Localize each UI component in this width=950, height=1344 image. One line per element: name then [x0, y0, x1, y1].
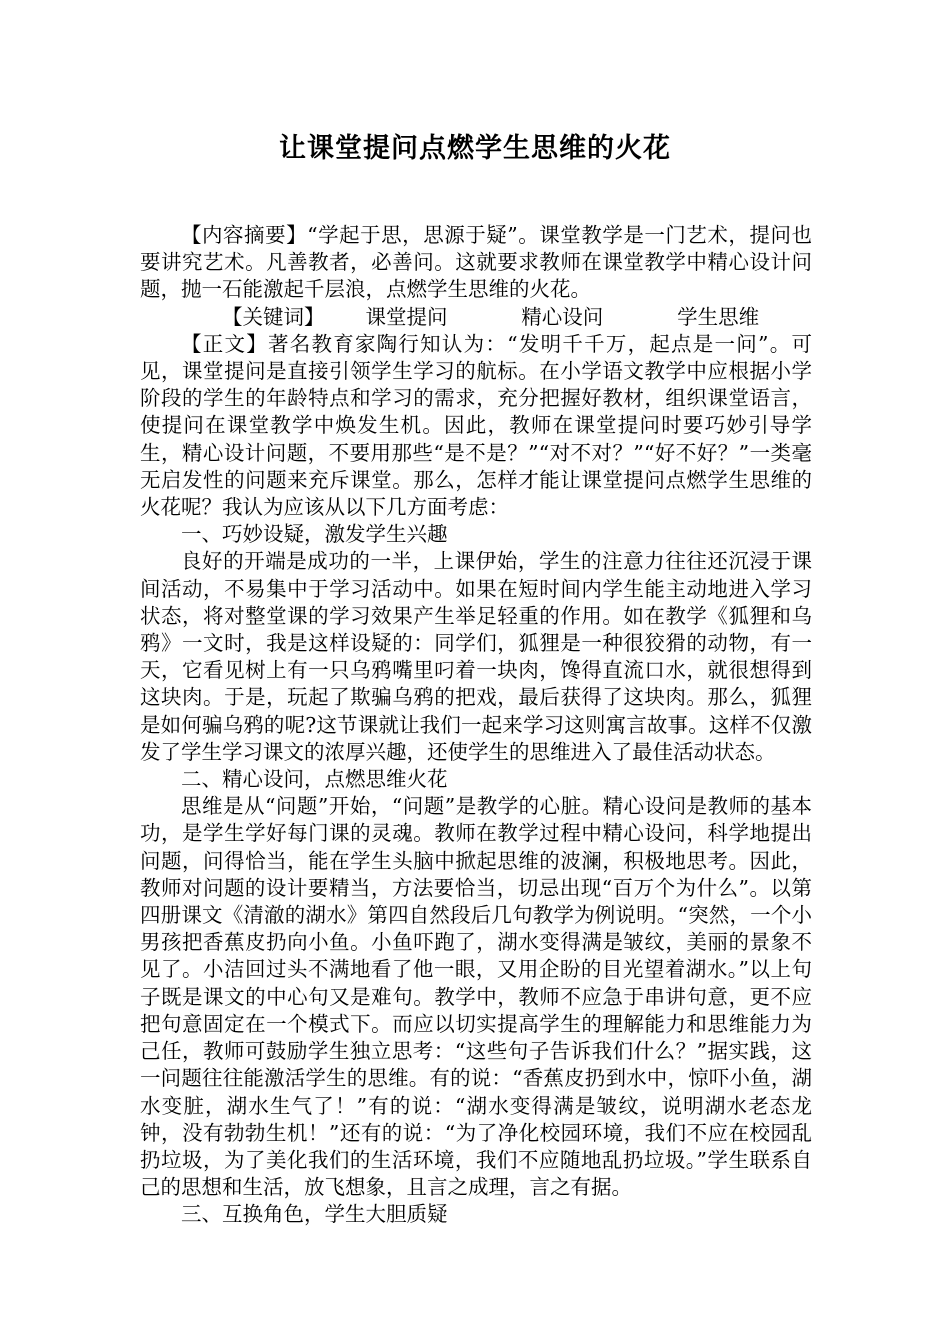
keyword-item: 课堂提问 — [365, 304, 448, 329]
keyword-item: 精心设问 — [521, 304, 604, 329]
section-paragraph: 良好的开端是成功的一半，上课伊始，学生的注意力往往还沉浸于课间活动，不易集中于学习活动中。如果在短时间内学生能主动地进入学习状态，将对整堂课的学习效果产生举足轻重的作用。如在教学《狐狸和乌鸦》一文时，我是这样设疑的：同学们，狐狸是一种很狡猾的动物，有一天，它看见树上有一只乌鸦嘴里叼着一块肉，馋得直流口水，就很想得到这块肉。于是，玩起了欺骗乌鸦的把戏，最后获得了这块肉。那么，狐狸是如何骗乌鸦的呢?这节课就让我们一起来学习这则寓言故事。这样不仅激发了学生学习课文的浓厚兴趣，还使学生的思维进入了最佳活动状态。 — [140, 549, 812, 764]
section-heading: 二、精心设问，点燃思维火花 — [181, 767, 448, 792]
section-paragraph: 思维是从“问题”开始，“问题”是教学的心脏。精心设问是教师的基本功，是学生学好每门课的灵魂。教师在教学过程中精心设问，科学地提出问题，问得恰当，能在学生头脑中掀起思维的波澜，积极地思考。因此，教师对问题的设计要精当，方法要恰当，切忌出现“百万个为什么”。以第四册课文《清澈的湖水》第四自然段后几句教学为例说明。“突然，一个小男孩把香蕉皮扔向小鱼。小鱼吓跑了，湖水变得满是皱纹，美丽的景象不见了。小洁回过头不满地看了他一眼，又用企盼的目光望着湖水。”以上句子既是课文的中心句又是难句。教学中，教师不应急于串讲句意，更不应把句意固定在一个模式下。而应以切实提高学生的理解能力和思维能力为己任，教师可鼓励学生独立思考：“这些句子告诉我们什么？”据实践，这一问题往往能激活学生的思维。有的说：“香蕉皮扔到水中，惊吓小鱼，湖水变脏，湖水生气了！”有的说：“湖水变得满是皱纹，说明湖水老态龙钟，没有勃勃生机！”还有的说：“为了净化校园环境，我们不应在校园乱扔垃圾，为了美化我们的生活环境，我们不应随地乱扔垃圾。”学生联系自己的思想和生活，放飞想象，且言之成理，言之有据。 — [140, 794, 812, 1200]
document-body — [140, 222, 812, 1229]
abstract-paragraph: 【内容摘要】“学起于思，思源于疑”。课堂教学是一门艺术，提问也要讲究艺术。凡善教者，必善问。这就要求教师在课堂教学中精心设计问题，抛一石能激起千层浪，点燃学生思维的火花。 — [140, 223, 812, 302]
section-heading: 三、互换角色，学生大胆质疑 — [181, 1202, 448, 1227]
keywords-paragraph — [140, 304, 812, 331]
section-heading: 一、巧妙设疑，激发学生兴趣 — [181, 522, 448, 547]
keyword-item: 学生思维 — [677, 304, 760, 329]
keywords-label: 【关键词】 — [222, 304, 325, 329]
page-title: 让课堂提问点燃学生思维的火花 — [279, 133, 671, 164]
intro-paragraph: 【正文】著名教育家陶行知认为：“发明千千万，起点是一问”。可见，课堂提问是直接引领学生学习的航标。在小学语文教学中应根据小学阶段的学生的年龄特点和学习的需求，充分把握好教材，组织课堂语言，使提问在课堂教学中焕发生机。因此，教师在课堂提问时要巧妙引导学生，精心设计问题，不要用那些“是不是？”“对不对？”“好不好？”一类毫无启发性的问题来充斥课堂。那么，怎样才能让课堂提问点燃学生思维的火花呢？我认为应该从以下几方面考虑： — [140, 331, 812, 520]
